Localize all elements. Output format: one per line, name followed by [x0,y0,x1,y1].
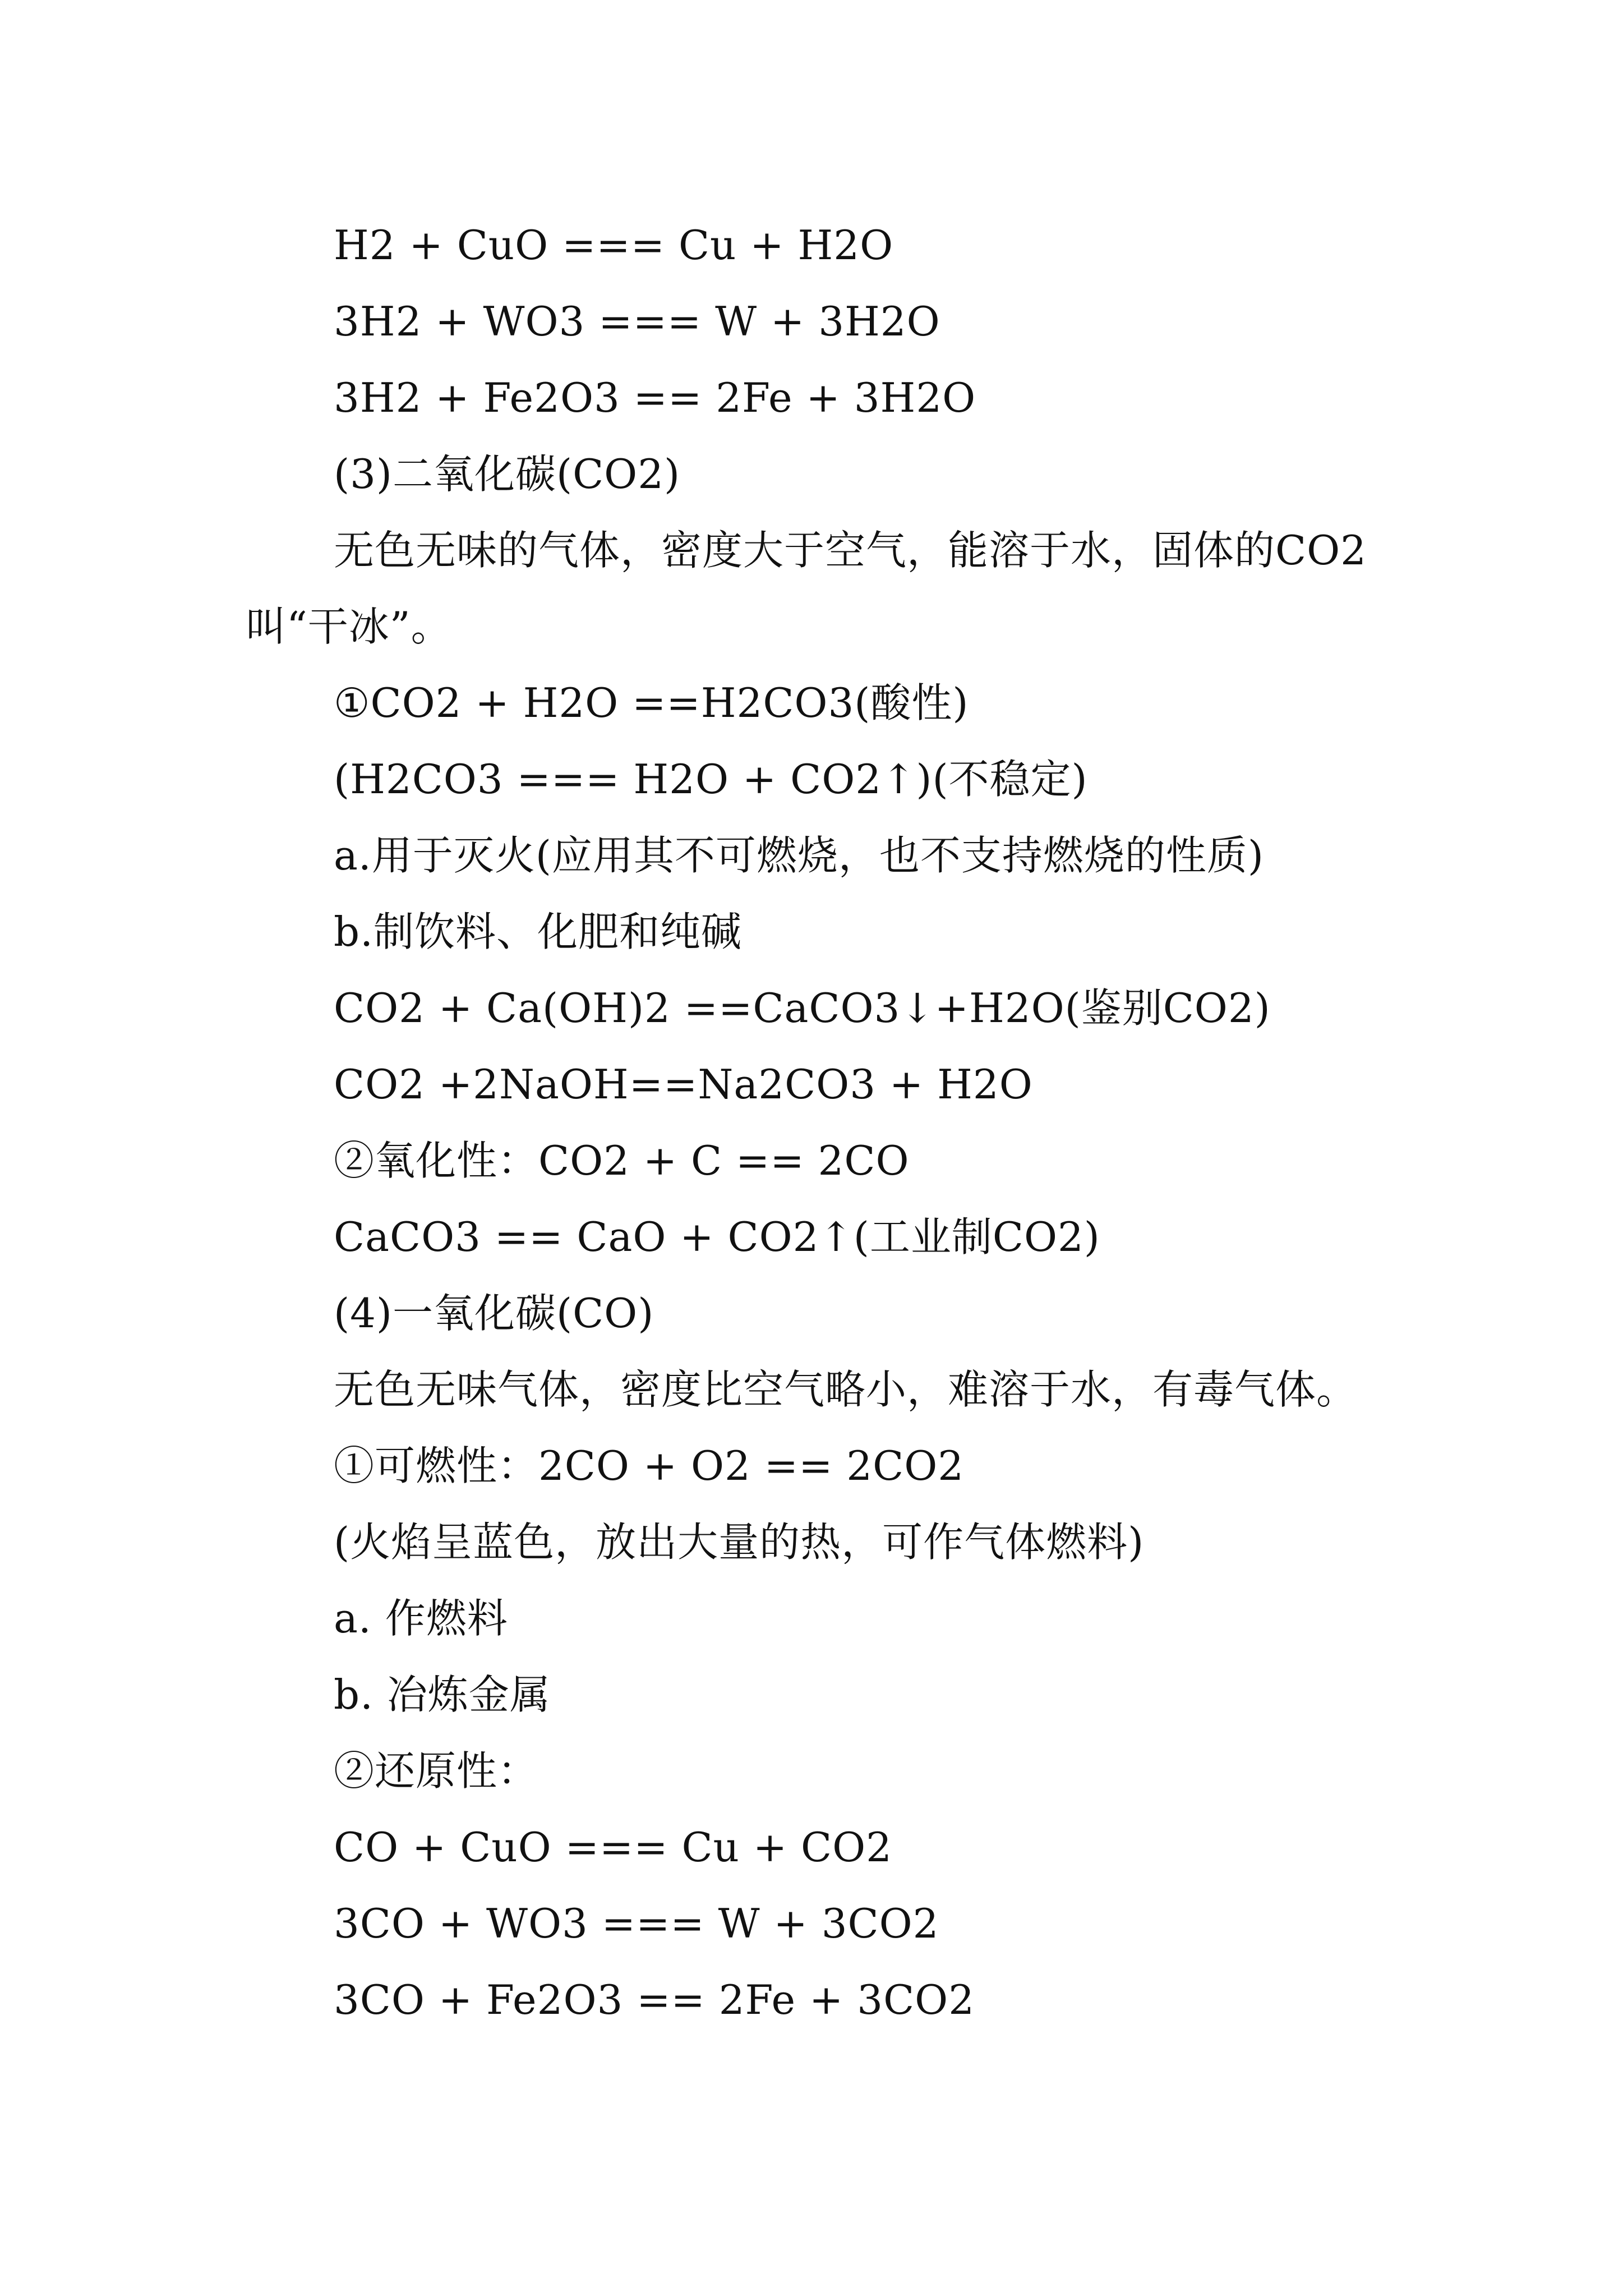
text-line: b. 冶炼金属 [334,1671,551,1718]
text-line: ①CO2 + H2O ==H2CO3(酸性) [334,679,969,726]
text-line: 无色无味的气体，密度大于空气，能溶于水，固体的CO2 [334,527,1367,574]
text-line: 无色无味气体，密度比空气略小，难溶于水，有毒气体。 [334,1366,1358,1413]
text-line: a.用于灭火(应用其不可燃烧，也不支持燃烧的性质) [334,832,1264,879]
text-line: H2 + CuO === Cu + H2O [334,222,894,269]
section-heading: (4)一氧化碳(CO) [334,1290,654,1337]
text-line: ①可燃性：2CO + O2 == 2CO2 [334,1442,965,1489]
text-line: CaCO3 == CaO + CO2↑(工业制CO2) [334,1213,1100,1260]
text-line: ②还原性： [334,1747,539,1795]
text-line: 3H2 + WO3 === W + 3H2O [334,298,940,345]
text-line: ②氧化性：CO2 + C == 2CO [334,1137,910,1184]
text-line: 3H2 + Fe2O3 == 2Fe + 3H2O [334,374,976,421]
text-line: (H2CO3 === H2O + CO2↑)(不稳定) [334,756,1088,803]
text-line: a. 作燃料 [334,1595,508,1642]
text-line: (火焰呈蓝色，放出大量的热，可作气体燃料) [334,1519,1145,1566]
section-heading: (3)二氧化碳(CO2) [334,450,681,498]
text-line: b.制饮料、化肥和纯碱 [334,908,742,955]
text-line: 叫“干冰”。 [246,603,452,650]
text-line: CO2 + Ca(OH)2 ==CaCO3↓+H2O(鉴别CO2) [334,984,1271,1032]
text-line: 3CO + Fe2O3 == 2Fe + 3CO2 [334,1976,975,2023]
text-line: 3CO + WO3 === W + 3CO2 [334,1900,939,1947]
text-line: CO2 +2NaOH==Na2CO3 + H2O [334,1061,1033,1108]
text-line: CO + CuO === Cu + CO2 [334,1824,892,1871]
